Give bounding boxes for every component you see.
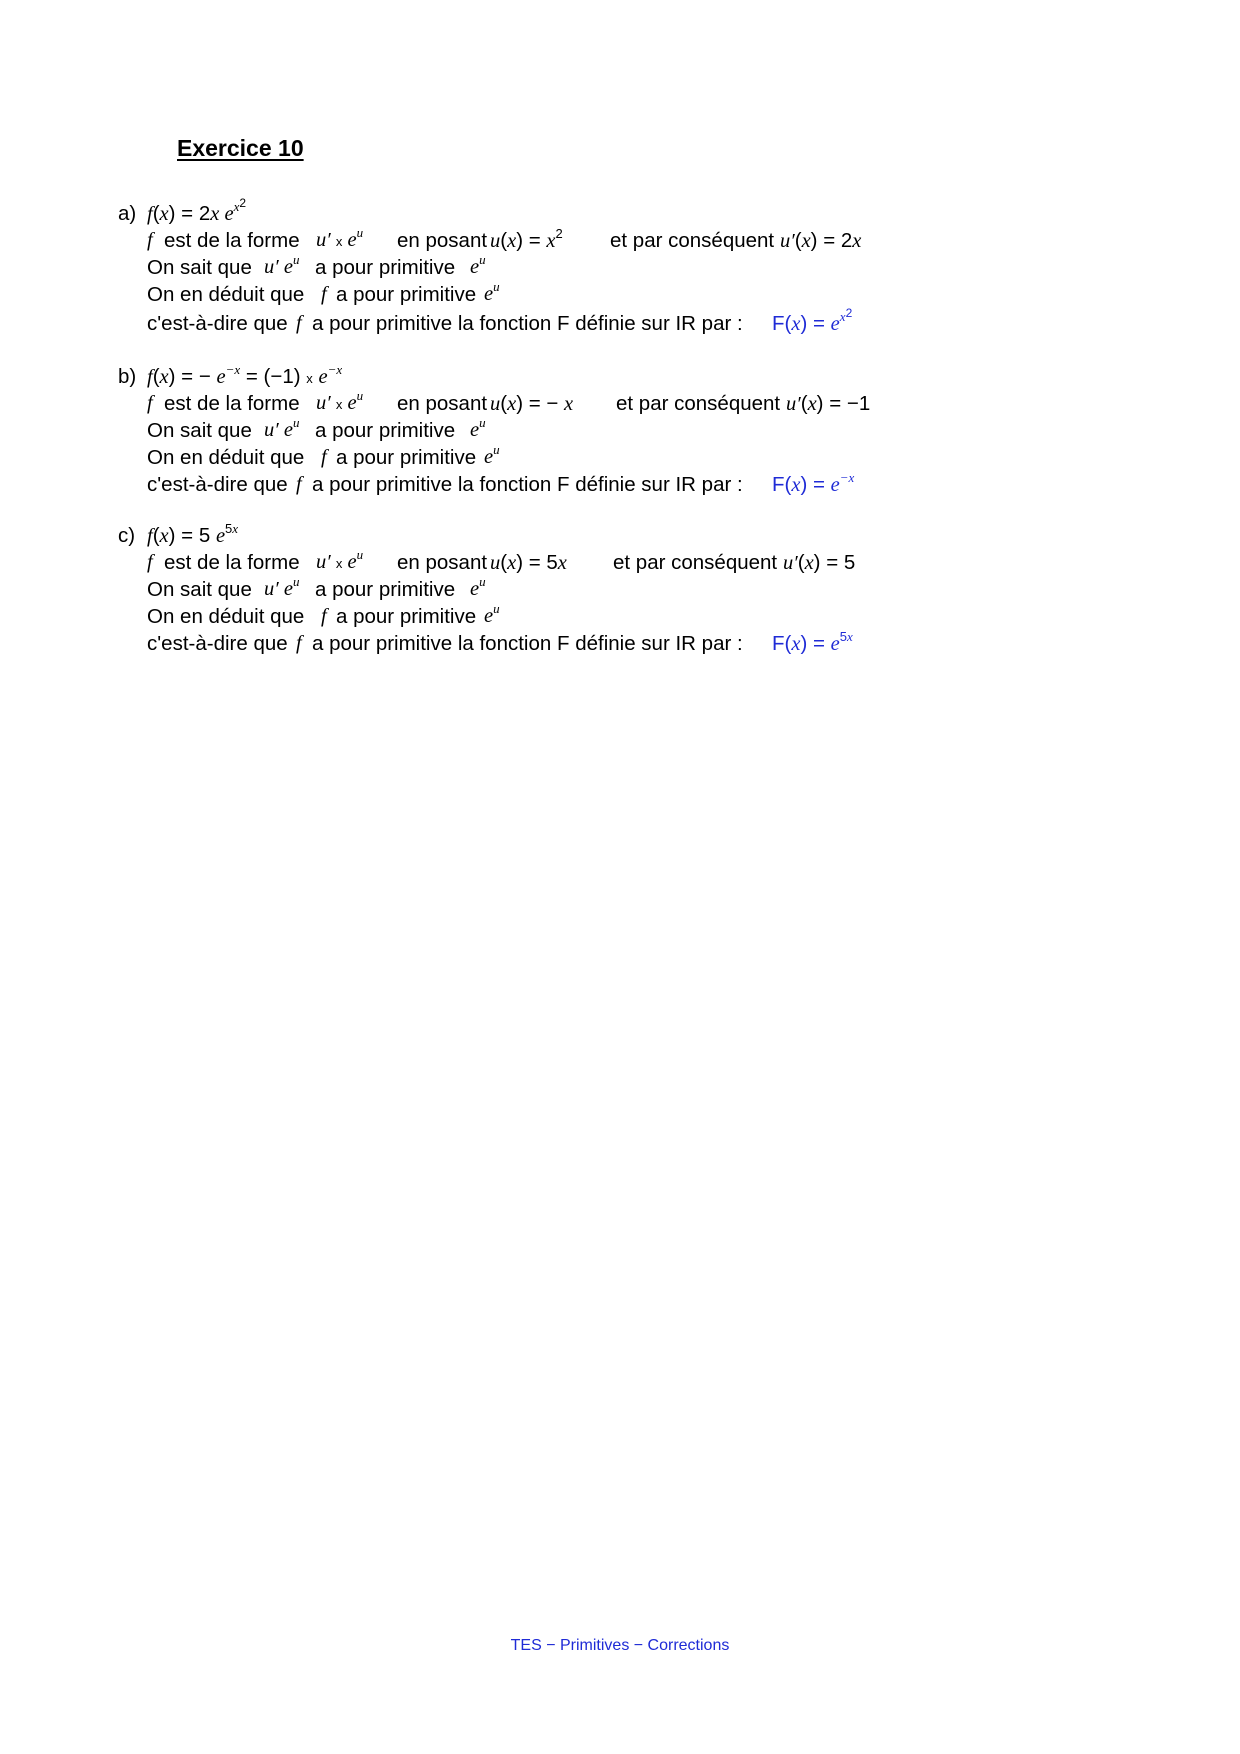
primitive-text: a pour primitive xyxy=(336,446,477,469)
cest-a-dire-text: c'est-à-dire que xyxy=(147,473,288,496)
part-c-definition xyxy=(118,522,1118,549)
cest-a-dire-text: c'est-à-dire que xyxy=(147,632,288,655)
primitive-text: a pour primitive xyxy=(336,283,477,306)
part-b-deduce-line: On en déduit que f a pour primitive $e^u$ xyxy=(147,442,500,469)
part-a-known-line: On sait que u′ $e^u$ a pour primitive $e^u$ xyxy=(147,252,486,279)
on-sait-text: On sait que xyxy=(147,419,252,442)
u-definition: $u(x) = x^2$ xyxy=(490,226,563,252)
part-a xyxy=(118,196,1118,337)
answer-c: $F(x) = e^{5x}$ xyxy=(772,629,853,655)
exercise-title: Exercice 10 xyxy=(177,135,304,161)
primitive-text: a pour primitive xyxy=(336,605,477,628)
form-text: est de la forme xyxy=(164,392,300,415)
part-label: b) xyxy=(118,365,137,388)
form-text: est de la forme xyxy=(164,551,300,574)
fonction-text: a pour primitive la fonction F définie sur IR par : xyxy=(312,473,743,496)
part-b-known-line: On sait que u′ $e^u$ a pour primitive $e^u$ xyxy=(147,415,486,442)
part-c-form-line: f est de la forme u′ x $e^u$ en posant u(x) = 5x et par conséquent u′(x) = 5 xyxy=(118,549,1118,576)
part-a-form-line: f est de la forme u′ x $e^u$ en posant $u(x) = x^2$ et par conséquent u′(x) = 2x xyxy=(118,227,1118,254)
part-a-definition xyxy=(118,196,1118,227)
page-footer: TES − Primitives − Corrections xyxy=(510,1637,730,1654)
primitive-text: a pour primitive xyxy=(315,419,456,442)
en-posant-text: en posant xyxy=(397,229,488,252)
answer-b: $F(x) = e^{-x}$ xyxy=(772,470,855,496)
en-posant-text: en posant xyxy=(397,551,488,574)
fonction-text: a pour primitive la fonction F définie sur IR par : xyxy=(312,312,743,335)
form-expression: u′ x $e^u$ xyxy=(316,547,364,573)
form-text: est de la forme xyxy=(164,229,300,252)
function-definition: f(x) = − $e^{-x} = (-1)$ x $e^{-x}$ xyxy=(147,362,343,388)
u-definition: u(x) = − x xyxy=(490,392,574,415)
part-label: a) xyxy=(118,202,137,225)
part-b xyxy=(118,363,1118,498)
part-a-deduce-line: On en déduit que f a pour primitive $e^u$ xyxy=(147,279,500,306)
part-c-deduce-line: On en déduit que f a pour primitive $e^u$ xyxy=(147,601,500,628)
primitive-text: a pour primitive xyxy=(315,256,456,279)
u-definition: u(x) = 5x xyxy=(490,551,567,574)
deduce-text: On en déduit que xyxy=(147,283,305,306)
par-consequent-text: et par conséquent xyxy=(613,551,778,574)
deduce-text: On en déduit que xyxy=(147,446,305,469)
part-b-definition xyxy=(118,363,1118,390)
u-prime-definition: u′(x) = 5 xyxy=(783,551,856,574)
part-label: c) xyxy=(118,524,136,547)
part-c-result-line: c'est-à-dire que f a pour primitive la fonction F définie sur IR par : $F(x) = e^{5x}$ xyxy=(118,630,1118,657)
on-sait-text: On sait que xyxy=(147,256,252,279)
u-prime-definition: u′(x) = −1 xyxy=(786,392,871,415)
answer-a: $F(x) = e^{x2}$ xyxy=(772,306,853,335)
function-definition: f(x) = 5 $e^{5x}$ xyxy=(147,521,239,547)
en-posant-text: en posant xyxy=(397,392,488,415)
part-b-result-line: c'est-à-dire que f a pour primitive la fonction F définie sur IR par : $F(x) = e^{-x}$ xyxy=(118,471,1118,498)
on-sait-text: On sait que xyxy=(147,578,252,601)
form-expression: u′ x $e^u$ xyxy=(316,388,364,414)
deduce-text: On en déduit que xyxy=(147,605,305,628)
par-consequent-text: et par conséquent xyxy=(616,392,781,415)
cest-a-dire-text: c'est-à-dire que xyxy=(147,312,288,335)
part-c xyxy=(118,522,1118,657)
fonction-text: a pour primitive la fonction F définie sur IR par : xyxy=(312,632,743,655)
par-consequent-text: et par conséquent xyxy=(610,229,775,252)
function-definition: f(x) = 2x $e^{x2}$ xyxy=(147,196,247,225)
primitive-text: a pour primitive xyxy=(315,578,456,601)
part-a-result-line: c'est-à-dire que f a pour primitive la fonction F définie sur IR par : $F(x) = e^{x2}$ xyxy=(118,310,1118,337)
form-expression: u′ x $e^u$ xyxy=(316,225,364,251)
u-prime-definition: u′(x) = 2x xyxy=(780,229,862,252)
part-c-known-line: On sait que u′ $e^u$ a pour primitive $e^u$ xyxy=(147,574,486,601)
part-b-form-line: f est de la forme u′ x $e^u$ en posant u(x) = − x et par conséquent u′(x) = −1 xyxy=(118,390,1118,417)
